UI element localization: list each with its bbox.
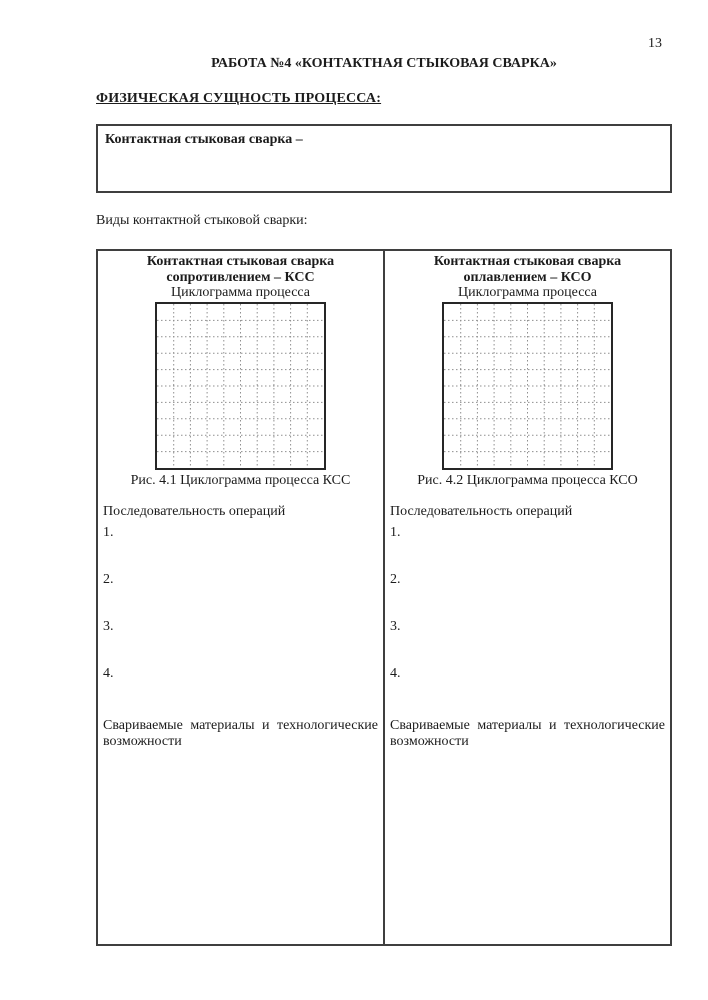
column-header-line1: Контактная стыковая сварка bbox=[433, 254, 622, 269]
cyclogram-label: Циклограмма процесса bbox=[170, 285, 311, 300]
sequence-item-3: 3. bbox=[103, 619, 114, 634]
grid-paper-icon bbox=[444, 304, 611, 468]
column-header-kso bbox=[390, 254, 665, 285]
table-cell-kso bbox=[384, 250, 671, 945]
column-header-line2: оплавлением – КСО bbox=[463, 269, 592, 285]
column-header-line1: Контактная стыковая сварка bbox=[146, 254, 335, 269]
cyclogram-grid-kso bbox=[442, 302, 613, 470]
welding-types-table bbox=[96, 249, 672, 946]
cyclogram-label: Циклограмма процесса bbox=[457, 285, 598, 300]
column-header-kss bbox=[103, 254, 378, 285]
sequence-item-4: 4. bbox=[103, 666, 114, 681]
sequence-item-2: 2. bbox=[103, 572, 114, 587]
page-title: РАБОТА №4 «КОНТАКТНАЯ СТЫКОВАЯ СВАРКА» bbox=[211, 56, 557, 71]
figure-caption-kso: Рис. 4.2 Циклограмма процесса КСО bbox=[417, 473, 638, 488]
column-header-line2: сопротивлением – КСС bbox=[166, 269, 315, 285]
page-content bbox=[96, 0, 672, 946]
table-row bbox=[97, 250, 671, 945]
sequence-item-1: 1. bbox=[103, 525, 114, 540]
sequence-label: Последовательность операций bbox=[103, 504, 286, 519]
sequence-item-4: 4. bbox=[390, 666, 401, 681]
page-number: 13 bbox=[648, 36, 662, 51]
cyclogram-grid-kss bbox=[155, 302, 326, 470]
table-cell-kss bbox=[97, 250, 384, 945]
sequence-item-2: 2. bbox=[390, 572, 401, 587]
definition-box bbox=[96, 124, 672, 193]
intro-text: Виды контактной стыковой сварки: bbox=[96, 213, 308, 228]
grid-paper-icon bbox=[157, 304, 324, 468]
figure-caption-kss: Рис. 4.1 Циклограмма процесса КСС bbox=[130, 473, 351, 488]
materials-label: Свариваемые материалы и технологические возможности bbox=[390, 718, 665, 749]
sequence-item-3: 3. bbox=[390, 619, 401, 634]
sequence-label: Последовательность операций bbox=[390, 504, 573, 519]
definition-label: Контактная стыковая сварка – bbox=[105, 132, 303, 147]
materials-label: Свариваемые материалы и технологические возможности bbox=[103, 718, 378, 749]
section-heading: ФИЗИЧЕСКАЯ СУЩНОСТЬ ПРОЦЕССА: bbox=[96, 91, 382, 106]
sequence-item-1: 1. bbox=[390, 525, 401, 540]
